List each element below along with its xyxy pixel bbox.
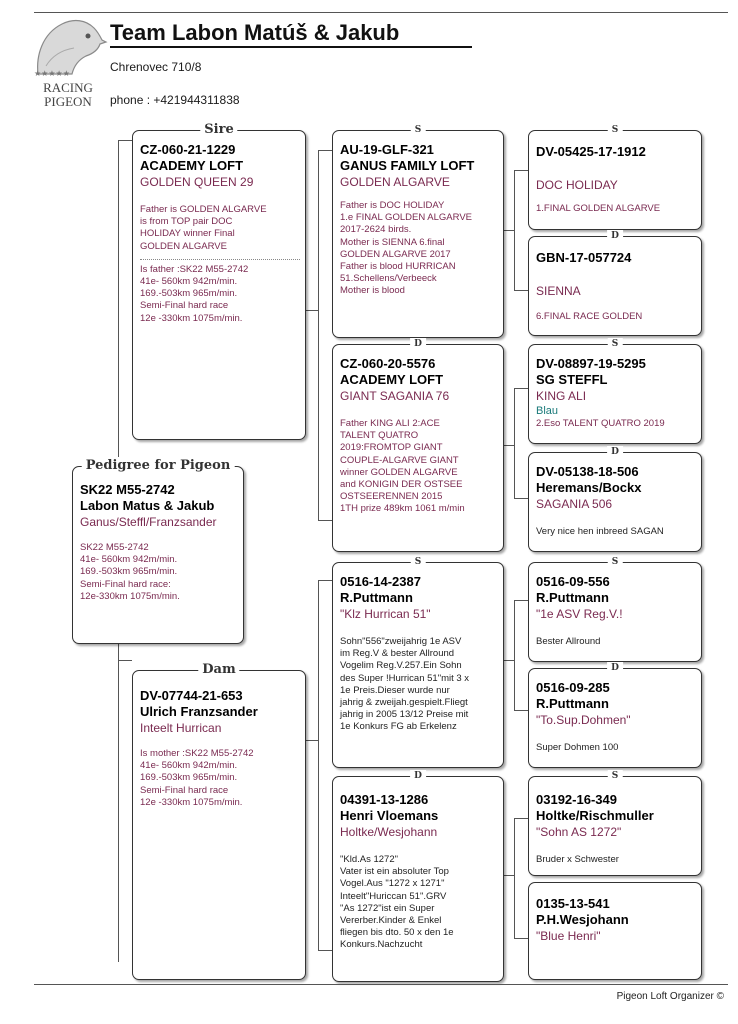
ss-tag: S xyxy=(411,124,426,136)
dss-tag: S xyxy=(608,556,623,568)
svg-text:★★★★★: ★★★★★ xyxy=(34,69,70,78)
dsd-stub xyxy=(514,710,528,711)
phone: phone : +421944311838 xyxy=(110,93,240,107)
dsd-ring: 0516-09-285 xyxy=(536,680,610,695)
ddd-stub xyxy=(514,938,528,939)
sd-tag: D xyxy=(410,338,426,350)
ssd-ring: GBN-17-057724 xyxy=(536,250,632,265)
sd-name: GIANT SAGANIA 76 xyxy=(340,389,450,403)
dd-parents-connector xyxy=(514,818,515,938)
dd-ring: 04391-13-1286 xyxy=(340,792,429,807)
dsd-owner: R.Puttmann xyxy=(536,696,609,711)
dam-sire-card[interactable] xyxy=(332,557,504,768)
dam-tag: Dam xyxy=(198,661,239,679)
sds-tag: S xyxy=(608,338,623,350)
dd-owner: Henri Vloemans xyxy=(340,808,439,823)
dds-owner: Holtke/Rischmuller xyxy=(536,808,654,823)
dss-owner: R.Puttmann xyxy=(536,590,609,605)
ssd-note: 6.FINAL RACE GOLDEN xyxy=(536,311,643,322)
sdd-owner: Heremans/Bockx xyxy=(536,480,642,495)
ss-parents-connector xyxy=(514,170,515,290)
sss-note: 1.FINAL GOLDEN ALGARVE xyxy=(536,203,661,214)
dss-note: Bester Allround xyxy=(536,636,601,647)
ddd-name: "Blue Henri" xyxy=(536,929,601,943)
dsd-note: Super Dohmen 100 xyxy=(536,742,619,753)
dss-stub xyxy=(514,600,528,601)
sdd-note: Very nice hen inbreed SAGAN xyxy=(536,526,664,537)
dds-card[interactable] xyxy=(528,771,702,876)
sds-name: KING ALI xyxy=(536,389,587,403)
ds-name: "Klz Hurrican 51" xyxy=(340,607,431,621)
sire-tag: Sire xyxy=(200,121,237,139)
sd-ring: CZ-060-20-5576 xyxy=(340,356,436,371)
sds-color: Blau xyxy=(536,405,559,417)
sire-card[interactable] xyxy=(132,122,306,440)
ds-ring: 0516-14-2387 xyxy=(340,574,421,589)
footer-rule xyxy=(34,984,728,985)
ds-parents-connector xyxy=(514,600,515,710)
ds-stub xyxy=(318,580,332,581)
dss-name: "1e ASV Reg.V.! xyxy=(536,607,623,621)
ds-tag: S xyxy=(411,556,426,568)
sdd-name: SAGANIA 506 xyxy=(536,497,613,511)
sire-out xyxy=(304,310,318,311)
dam-ring: DV-07744-21-653 xyxy=(140,688,243,703)
dds-tag: S xyxy=(608,770,623,782)
subject-ring: SK22 M55-2742 xyxy=(80,482,175,497)
sire-owner: ACADEMY LOFT xyxy=(140,158,244,173)
sds-ring: DV-08897-19-5295 xyxy=(536,356,646,371)
subject-to-sire-connector xyxy=(118,140,119,460)
sire-dam-card[interactable] xyxy=(332,339,504,552)
dsd-tag: D xyxy=(607,662,623,674)
dd-tag: D xyxy=(410,770,426,782)
dam-note: Is mother :SK22 M55-2742 41e- 560km 942m/min. 169.-503km 965m/min. Semi-Final hard race 12e -330km 1075m/min. xyxy=(140,748,254,808)
ss-ring: AU-19-GLF-321 xyxy=(340,142,434,157)
sdd-card[interactable] xyxy=(528,447,702,552)
sds-stub xyxy=(514,388,528,389)
dds-stub xyxy=(514,818,528,819)
sds-note: 2.Eso TALENT QUATRO 2019 xyxy=(536,418,665,429)
sire-ring: CZ-060-21-1229 xyxy=(140,142,236,157)
ss-owner: GANUS FAMILY LOFT xyxy=(340,158,475,173)
footer-credit: Pigeon Loft Organizer © xyxy=(616,991,724,1002)
sd-stub xyxy=(318,520,332,521)
sds-card[interactable] xyxy=(528,339,702,444)
sds-owner: SG STEFFL xyxy=(536,372,608,387)
ssd-tag: D xyxy=(607,230,623,242)
subject-owner: Labon Matus & Jakub xyxy=(80,498,215,513)
dam-parents-connector xyxy=(318,580,319,950)
sire-parents-connector xyxy=(318,150,319,520)
address: Chrenovec 710/8 xyxy=(110,60,202,74)
subject-name: Ganus/Steffl/Franzsander xyxy=(80,515,217,529)
subject-tag: Pedigree for Pigeon xyxy=(82,457,235,475)
sdd-tag: D xyxy=(607,446,623,458)
ss-stub xyxy=(318,150,332,151)
sd-parents-connector xyxy=(514,388,515,498)
dds-name: "Sohn AS 1272" xyxy=(536,825,622,839)
ddd-ring: 0135-13-541 xyxy=(536,896,610,911)
ssd-card[interactable] xyxy=(528,231,702,336)
racing-pigeon-logo xyxy=(28,16,108,108)
dam-card[interactable] xyxy=(132,662,306,980)
dsd-card[interactable] xyxy=(528,663,702,768)
sss-tag: S xyxy=(608,124,623,136)
ss-note: Father is DOC HOLIDAY 1.e FINAL GOLDEN ALGARVE 2017-2624 birds. Mother is SIENNA 6.final GOLDEN ALGARVE 2017 Father is blood HURRICAN 51.Schellens/Verbeeck Mother is blood xyxy=(340,200,472,297)
sire-divider xyxy=(140,259,300,260)
sd-owner: ACADEMY LOFT xyxy=(340,372,444,387)
dss-ring: 0516-09-556 xyxy=(536,574,610,589)
dd-name: Holtke/Wesjohann xyxy=(340,825,438,839)
sss-card[interactable] xyxy=(528,125,702,230)
team-title: Team Labon Matúš & Jakub xyxy=(110,20,400,45)
dds-ring: 03192-16-349 xyxy=(536,792,617,807)
sire-name: GOLDEN QUEEN 29 xyxy=(140,175,254,189)
sire-stub xyxy=(118,140,132,141)
ddd-owner: P.H.Wesjohann xyxy=(536,912,629,927)
pigeon-head-icon xyxy=(28,16,108,78)
ds-owner: R.Puttmann xyxy=(340,590,413,605)
ssd-name: SIENNA xyxy=(536,284,581,298)
top-rule xyxy=(34,12,728,13)
logo-text-pigeon: PIGEON xyxy=(44,94,92,109)
ssd-stub xyxy=(514,290,528,291)
ds-note: Sohn"556"zweijahrig 1e ASV im Reg.V & bester Allround Vogelim Reg.V.257.Ein Sohn des Super !Hurrican 51"mit 3 x 1e Preis.Dieser wurde nur jahrig & zweijah.gespielt.Fliegt jahrig in 2005 13/12 Preise mit 1e Konkurs FG ab Erkelenz xyxy=(340,636,470,733)
dam-dam-card[interactable] xyxy=(332,771,504,982)
team-title-underline xyxy=(110,46,472,48)
sd-note: Father KING ALI 2:ACE TALENT QUATRO 2019:FROMTOP GIANT COUPLE-ALGARVE GIANT winner GOLDEN ALGARVE and KONIGIN DER OSTSEE OSTSEERENNEN 2015 1TH prize 489km 1061 m/min xyxy=(340,418,465,515)
sss-ring: DV-05425-17-1912 xyxy=(536,144,646,159)
dam-out xyxy=(304,740,318,741)
sire-sire-card[interactable] xyxy=(332,125,504,338)
subject-note: SK22 M55-2742 41e- 560km 942m/min. 169.-503km 965m/min. Semi-Final hard race: 12e-330km 1075m/min. xyxy=(80,542,180,602)
sire-note-2: Is father :SK22 M55-2742 41e- 560km 942m/min. 169.-503km 965m/min. Semi-Final hard race 12e -330km 1075m/min. xyxy=(140,263,249,324)
dds-note: Bruder x Schwester xyxy=(536,854,619,865)
subject-pigeon-card[interactable] xyxy=(72,458,244,644)
sss-stub xyxy=(514,170,528,171)
sire-note: Father is GOLDEN ALGARVE is from TOP pair DOC HOLIDAY winner Final GOLDEN ALGARVE xyxy=(140,204,267,252)
dd-note: "Kld.As 1272" Vater ist ein absoluter Top Vogel.Aus "1272 x 1271" Inteelt"Huriccan 51".GRV "As 1272"ist ein Super Vererber.Kinder & Enkel fliegen bis dto. 50 x den 1e Konkurs.Nachzucht xyxy=(340,854,454,951)
logo-text-racing: RACING xyxy=(43,80,93,95)
sdd-stub xyxy=(514,498,528,499)
dam-stub xyxy=(118,660,132,661)
dd-stub xyxy=(318,950,332,951)
subject-to-dam-connector xyxy=(118,642,119,962)
ss-name: GOLDEN ALGARVE xyxy=(340,175,450,189)
dsd-name: "To.Sup.Dohmen" xyxy=(536,713,631,727)
dam-owner: Ulrich Franzsander xyxy=(140,704,258,719)
sdd-ring: DV-05138-18-506 xyxy=(536,464,639,479)
sss-name: DOC HOLIDAY xyxy=(536,178,618,192)
ddd-card[interactable] xyxy=(528,882,702,980)
dam-name: Inteelt Hurrican xyxy=(140,721,222,735)
dss-card[interactable] xyxy=(528,557,702,662)
